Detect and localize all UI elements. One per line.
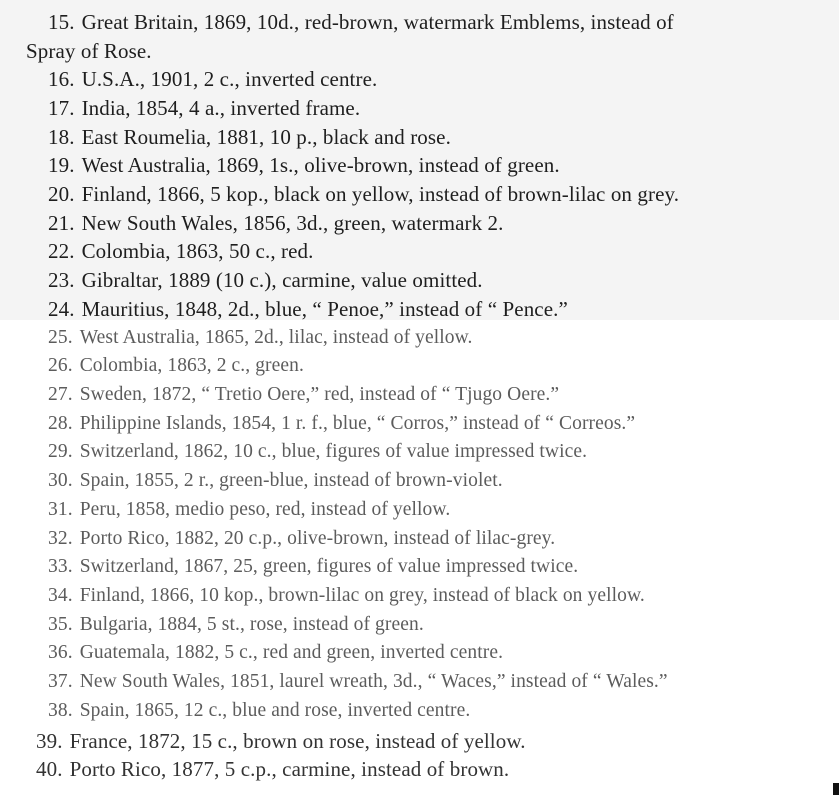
entry-text: Colombia, 1863, 50 c., red. (81, 239, 314, 263)
entry-number: 38. (48, 700, 73, 721)
entry-number: 28. (48, 413, 73, 434)
entry-number: 29. (48, 441, 73, 462)
entry-number: 23. (48, 268, 75, 292)
scan-edge-mark (833, 783, 839, 795)
list-item (48, 297, 568, 322)
entry-number: 17. (48, 96, 75, 120)
entry-number: 21. (48, 211, 75, 235)
list-item (48, 470, 503, 492)
entry-number: 19. (48, 153, 75, 177)
list-item (48, 700, 470, 722)
entry-text: New South Wales, 1851, laurel wreath, 3d., “ Waces,” instead of “ Wales.” (79, 671, 668, 692)
list-item (48, 499, 450, 521)
entry-number: 39. (36, 729, 63, 753)
entry-text: Finland, 1866, 5 kop., black on yellow, instead of brown-lilac on grey. (81, 182, 680, 206)
list-item (48, 239, 313, 264)
entry-number: 24. (48, 297, 75, 321)
entry-number: 20. (48, 182, 75, 206)
entry-text: Philippine Islands, 1854, 1 r. f., blue, “ Corros,” instead of “ Correos.” (79, 413, 636, 434)
entry-number: 40. (36, 757, 63, 781)
entry-text: Porto Rico, 1882, 20 c.p., olive-brown, instead of lilac-grey. (79, 528, 556, 549)
list-item (48, 384, 559, 406)
entry-number: 16. (48, 67, 75, 91)
entry-text: Spain, 1865, 12 c., blue and rose, inverted centre. (79, 700, 471, 721)
entry-number: 18. (48, 125, 75, 149)
entry-text: Switzerland, 1867, 25, green, figures of value impressed twice. (79, 556, 579, 577)
entry-text: Spray of Rose. (26, 39, 152, 63)
entry-text: West Australia, 1865, 2d., lilac, instead of yellow. (79, 327, 473, 348)
entry-text: Great Britain, 1869, 10d., red-brown, watermark Emblems, instead of (81, 10, 674, 34)
list-item (48, 96, 360, 121)
list-item (48, 556, 578, 578)
entry-text: Spain, 1855, 2 r., green-blue, instead of brown-violet. (79, 470, 503, 491)
entry-number: 30. (48, 470, 73, 491)
list-item (36, 757, 509, 782)
entry-text: Sweden, 1872, “ Tretio Oere,” red, instead of “ Tjugo Oere.” (79, 384, 560, 405)
entry-number: 25. (48, 327, 73, 348)
list-item (48, 413, 635, 435)
entry-text: Porto Rico, 1877, 5 c.p., carmine, instead of brown. (69, 757, 510, 781)
entry-number: 33. (48, 556, 73, 577)
entry-text: France, 1872, 15 c., brown on rose, instead of yellow. (69, 729, 526, 753)
entry-text: Finland, 1866, 10 kop., brown-lilac on grey, instead of black on yellow. (79, 585, 645, 606)
list-item (48, 355, 304, 377)
list-item (48, 268, 483, 293)
entry-text: Bulgaria, 1884, 5 st., rose, instead of green. (79, 614, 424, 635)
list-item (48, 182, 679, 207)
entry-number: 26. (48, 355, 73, 376)
entry-text: Switzerland, 1862, 10 c., blue, figures of value impressed twice. (79, 441, 588, 462)
list-item (48, 671, 668, 693)
entry-number: 35. (48, 614, 73, 635)
entry-text: India, 1854, 4 a., inverted frame. (81, 96, 361, 120)
list-item (48, 10, 674, 35)
entry-text: U.S.A., 1901, 2 c., inverted centre. (81, 67, 378, 91)
list-item (48, 642, 503, 664)
list-item (48, 614, 424, 636)
list-item (48, 125, 451, 150)
list-item (48, 441, 587, 463)
list-item (48, 67, 377, 92)
entry-text: Guatemala, 1882, 5 c., red and green, inverted centre. (79, 642, 504, 663)
entry-text: Gibraltar, 1889 (10 c.), carmine, value omitted. (81, 268, 483, 292)
list-item (48, 327, 473, 349)
entry-text: Mauritius, 1848, 2d., blue, “ Penoe,” instead of “ Pence.” (81, 297, 568, 321)
entry-number: 27. (48, 384, 73, 405)
entry-number: 37. (48, 671, 73, 692)
entry-number: 22. (48, 239, 75, 263)
entry-text: East Roumelia, 1881, 10 p., black and rose. (81, 125, 451, 149)
entry-text: Peru, 1858, medio peso, red, instead of yellow. (79, 499, 451, 520)
list-item (48, 585, 645, 607)
list-item (48, 211, 504, 236)
entry-number: 15. (48, 10, 75, 34)
entry-number: 34. (48, 585, 73, 606)
entry-text: West Australia, 1869, 1s., olive-brown, instead of green. (81, 153, 560, 177)
list-item (48, 528, 555, 550)
entry-number: 36. (48, 642, 73, 663)
entry-number: 32. (48, 528, 73, 549)
entry-number: 31. (48, 499, 73, 520)
list-item (36, 729, 526, 754)
list-item (48, 153, 560, 178)
entry-text: Colombia, 1863, 2 c., green. (79, 355, 304, 376)
entry-text: New South Wales, 1856, 3d., green, watermark 2. (81, 211, 504, 235)
list-item-continuation (26, 39, 152, 64)
